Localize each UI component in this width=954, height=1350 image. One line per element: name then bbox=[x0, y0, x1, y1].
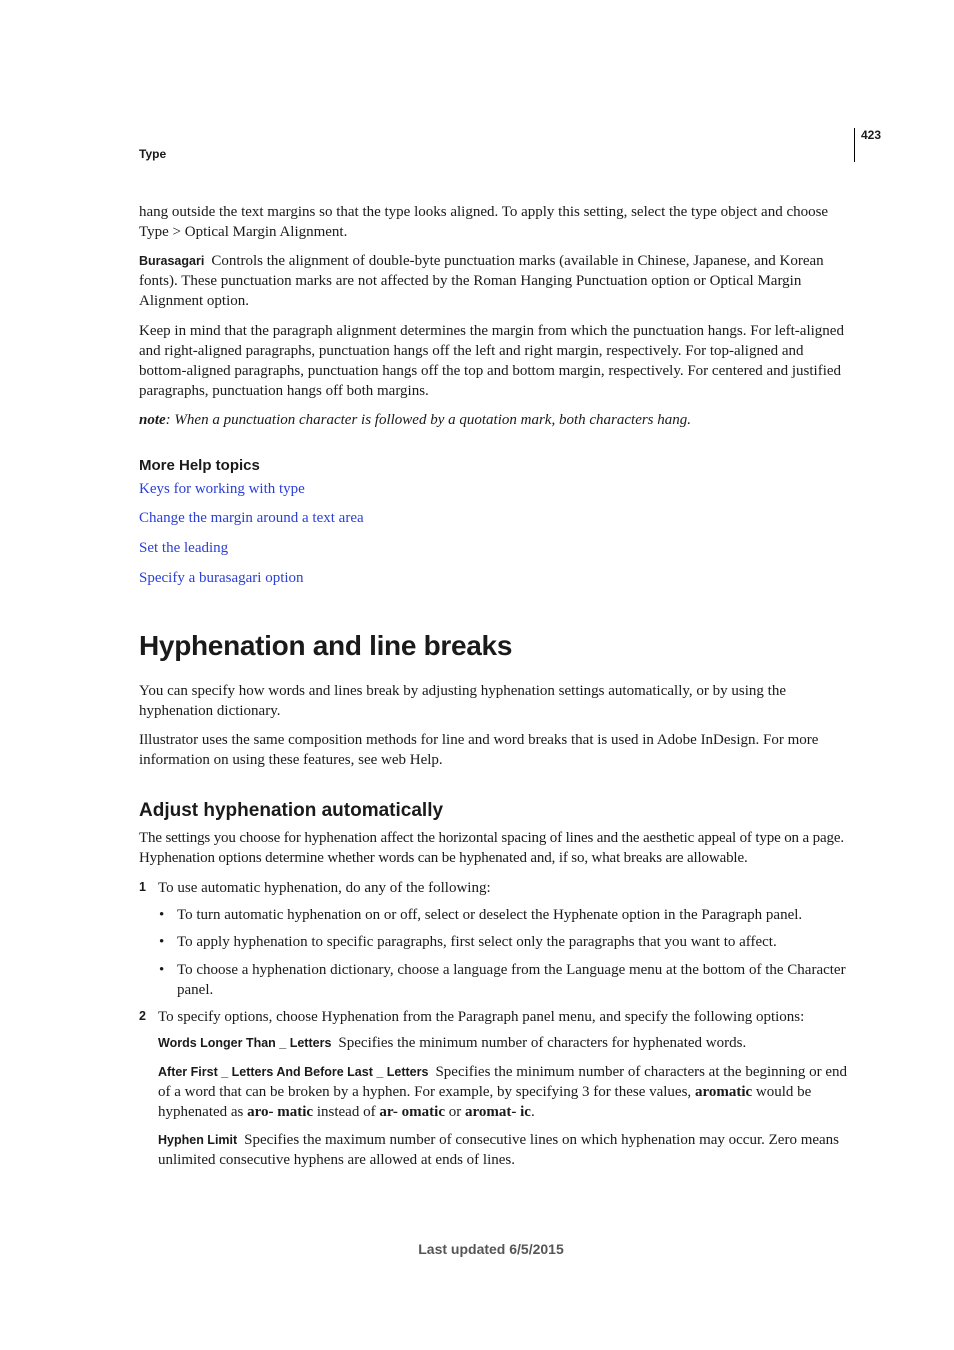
option-term: Hyphen Limit bbox=[158, 1133, 238, 1147]
example-word: aromat- ic bbox=[465, 1104, 531, 1120]
bullet-marker: • bbox=[159, 962, 165, 978]
option-hyphen-limit bbox=[158, 1130, 851, 1170]
continuation-paragraph: hang outside the text margins so that the type looks aligned. To apply this setting, select the type object and choose Type > Optical Margin Alignment. bbox=[139, 204, 829, 240]
help-link-keys-for-type[interactable]: Keys for working with type bbox=[139, 481, 305, 497]
help-link-burasagari-option[interactable]: Specify a burasagari option bbox=[139, 570, 304, 586]
step-1-text: To use automatic hyphenation, do any of the following: bbox=[158, 880, 491, 896]
option-term: After First _ Letters And Before Last _ Letters bbox=[158, 1065, 429, 1079]
bullet-item: To turn automatic hyphenation on or off, select or deselect the Hyphenate option in the Paragraph panel. bbox=[177, 907, 803, 923]
option-term: Words Longer Than _ Letters bbox=[158, 1036, 332, 1050]
option-description: Specifies the minimum number of characters for hyphenated words. bbox=[338, 1035, 747, 1051]
burasagari-paragraph bbox=[139, 251, 851, 311]
keep-in-mind-paragraph: Keep in mind that the paragraph alignment determines the margin from which the punctuation hangs. For left-aligned and right-aligned paragraphs, punctuation hangs off the left and right margin, respectively. For top-aligned and bottom-aligned paragraphs, punctuation hangs off the top and bottom margin, respectively. For centered and justified paragraphs, punctuation hangs off both margins. bbox=[139, 323, 844, 399]
bullet-item: To choose a hyphenation dictionary, choose a language from the Language menu at the bottom of the Character panel. bbox=[177, 962, 846, 998]
header-rule bbox=[854, 128, 855, 162]
option-description: or bbox=[448, 1104, 462, 1120]
example-word: aro- matic bbox=[247, 1104, 314, 1120]
subsection-title: Adjust hyphenation automatically bbox=[139, 800, 444, 821]
running-header: Type bbox=[139, 147, 167, 161]
example-word: aromatic bbox=[694, 1084, 753, 1100]
note-label: note bbox=[139, 412, 166, 428]
option-description: would be hyphenated as bbox=[158, 1084, 812, 1120]
bullet-marker: • bbox=[159, 907, 165, 923]
option-description: . bbox=[530, 1104, 535, 1120]
section-paragraph-1: You can specify how words and lines break by adjusting hyphenation settings automatically, or by using the hyphenation dictionary. bbox=[139, 683, 786, 719]
option-words-longer-than bbox=[158, 1033, 851, 1053]
bullet-item: To apply hyphenation to specific paragraphs, first select only the paragraphs that you want to affect. bbox=[177, 934, 777, 950]
help-link-set-leading[interactable]: Set the leading bbox=[139, 540, 229, 556]
help-topics-title: More Help topics bbox=[139, 457, 260, 474]
burasagari-term: Burasagari bbox=[139, 254, 205, 268]
page-number: 423 bbox=[861, 128, 882, 142]
help-link-change-margin[interactable]: Change the margin around a text area bbox=[139, 510, 364, 526]
step-2-number: 2 bbox=[139, 1009, 146, 1023]
option-description: Specifies the minimum number of characters at the beginning or end of a word that can be broken by a hyphen. For example, by specifying 3 for these values, bbox=[158, 1064, 847, 1100]
step-1-number: 1 bbox=[139, 880, 146, 894]
note-paragraph bbox=[139, 410, 851, 430]
section-title: Hyphenation and line breaks bbox=[139, 630, 513, 661]
bullet-marker: • bbox=[159, 934, 165, 950]
example-word: ar- omatic bbox=[379, 1104, 445, 1120]
footer-last-updated: Last updated 6/5/2015 bbox=[418, 1241, 564, 1257]
step-2-text: To specify options, choose Hyphenation from the Paragraph panel menu, and specify the following options: bbox=[158, 1009, 805, 1025]
option-description: Specifies the maximum number of consecutive lines on which hyphenation may occur. Zero means unlimited consecutive hyphens are allowed at ends of lines. bbox=[158, 1132, 840, 1168]
subsection-paragraph: The settings you choose for hyphenation affect the horizontal spacing of lines and the aesthetic appeal of type on a page. Hyphenation options determine whether words can be hyphenated and, if so, what breaks are allowable. bbox=[139, 830, 844, 866]
option-description: instead of bbox=[316, 1104, 376, 1120]
burasagari-text: Controls the alignment of double-byte punctuation marks (available in Chinese, Japanese, and Korean fonts). These punctuation marks are not affected by the Roman Hanging Punctuation option or Optical Margin Alignment option. bbox=[139, 253, 824, 309]
option-after-first-before-last bbox=[158, 1062, 851, 1122]
note-text: : When a punctuation character is followed by a quotation mark, both characters hang. bbox=[165, 412, 692, 428]
section-paragraph-2: Illustrator uses the same composition methods for line and word breaks that is used in Adobe InDesign. For more information on using these features, see web Help. bbox=[139, 732, 819, 768]
